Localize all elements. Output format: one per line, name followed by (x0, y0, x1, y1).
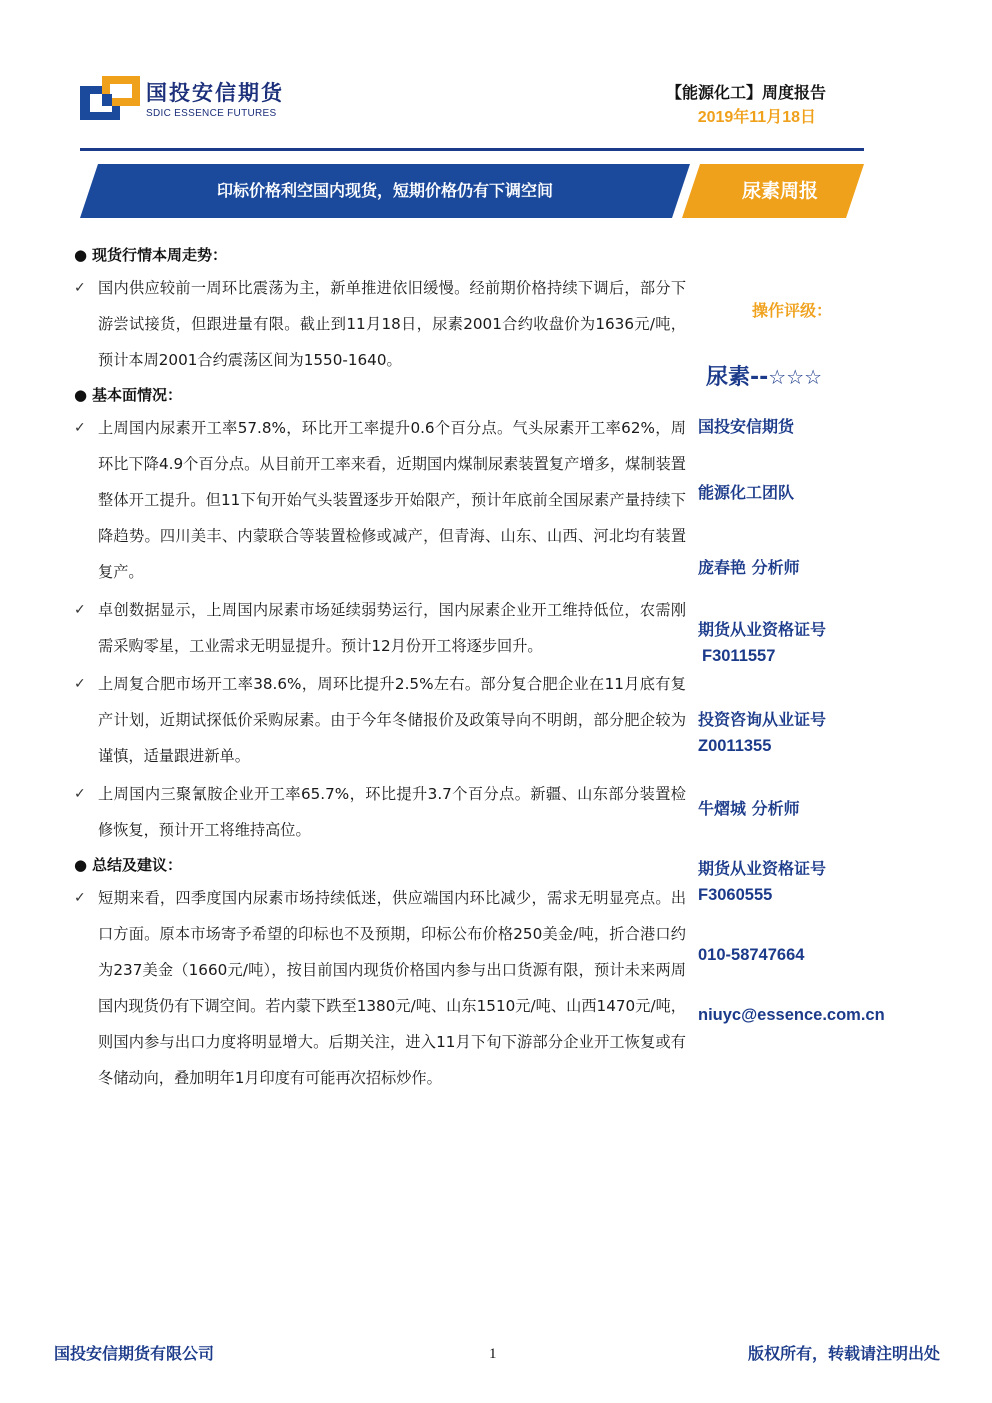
check-icon: ✓ (74, 602, 86, 618)
list-item-text: 上周国内尿素开工率57.8%，环比开工率提升0.6个百分点。气头尿素开工率62%，周环比下降4.9个百分点。从目前开工率来看，近期国内煤制尿素装置复产增多，煤制装置整体开工提升。但11下旬开始气头装置逐步开始限产，预计年底前全国尿素产量持续下降趋势。四川美丰、内蒙联合等装置检修或减产，但青海、山东、山西、河北均有装置复产。 (98, 419, 686, 581)
bullet-icon: ● (74, 856, 88, 874)
section-heading (74, 850, 686, 880)
footer-company: 国投安信期货有限公司 (54, 1344, 215, 1363)
list-item (74, 592, 686, 664)
company-logo-icon (80, 76, 140, 120)
page-number: 1 (489, 1346, 497, 1362)
list-item (74, 270, 686, 378)
consult-license-label: 投资咨询从业证号 (698, 710, 827, 729)
report-type: 【能源化工】周度报告 (665, 83, 826, 102)
section-heading-text: 现货行情本周走势： (92, 246, 228, 264)
report-date: 2019年11月18日 (697, 109, 816, 126)
bullet-icon: ● (74, 246, 88, 264)
rating-label: 操作评级： (752, 301, 833, 320)
futures-license-number: F3060555 (698, 886, 773, 904)
consult-license-number: Z0011355 (698, 737, 772, 755)
check-icon: ✓ (74, 280, 86, 296)
section-heading-text: 总结及建议： (92, 856, 183, 874)
section-fundamentals (74, 380, 686, 848)
list-item-text: 国内供应较前一周环比震荡为主，新单推进依旧缓慢。经前期价格持续下调后，部分下游尝试接货，但跟进量有限。截止到11月18日，尿素2001合约收盘价为1636元/吨，预计本周2001合约震荡区间为1550-1640。 (98, 279, 686, 369)
footer-copyright: 版权所有，转载请注明出处 (747, 1344, 940, 1363)
list-item (74, 666, 686, 774)
main-content (74, 240, 686, 1098)
rating-product: 尿素-- (706, 365, 769, 390)
section-heading (74, 240, 686, 270)
check-icon: ✓ (74, 786, 86, 802)
company-name-en: SDIC ESSENCE FUTURES (146, 108, 277, 119)
check-icon: ✓ (74, 890, 86, 906)
list-item-text: 卓创数据显示，上周国内尿素市场延续弱势运行，国内尿素企业开工维持低位，农需刚需采购零星，工业需求无明显提升。预计12月份开工将逐步回升。 (98, 601, 686, 655)
section-heading-text: 基本面情况： (92, 386, 183, 404)
company-logo-text (146, 82, 284, 119)
header-divider (80, 148, 864, 151)
check-icon: ✓ (74, 420, 86, 436)
bullet-icon: ● (74, 386, 88, 404)
futures-license-label: 期货从业资格证号 (698, 859, 827, 878)
analyst-name: 庞春艳 分析师 (698, 558, 800, 577)
list-item-text: 短期来看，四季度国内尿素市场持续低迷，供应端国内环比减少，需求无明显亮点。出口方面。原本市场寄予希望的印标也不及预期，印标公布价格250美金/吨，折合港口约为237美金（1660元/吨），按目前国内现货价格国内参与出口货源有限，预计未来两周国内现货仍有下调空间。若内蒙下跌至1380元/吨、山东1510元/吨、山西1470元/吨，则国内参与出口力度将明显增大。后期关注，进入11月下旬下游部分企业开工恢复或有冬储动向，叠加明年1月印度有可能再次招标炒作。 (98, 889, 686, 1087)
banner-title: 印标价格利空国内现货，短期价格仍有下调空间 (216, 181, 553, 200)
banner-tag: 尿素周报 (741, 180, 818, 202)
section-summary (74, 850, 686, 1096)
rating-value (706, 360, 822, 391)
list-item (74, 776, 686, 848)
sidebar-company: 国投安信期货 (698, 417, 795, 436)
analyst-name: 牛熠城 分析师 (698, 799, 800, 818)
list-item (74, 880, 686, 1096)
futures-license-label: 期货从业资格证号 (698, 620, 827, 639)
company-name-cn: 国投安信期货 (146, 81, 284, 105)
section-spot-market (74, 240, 686, 378)
list-item-text: 上周复合肥市场开工率38.6%，周环比提升2.5%左右。部分复合肥企业在11月底有复产计划，近期试探低价采购尿素。由于今年冬储报价及政策导向不明朗，部分肥企较为谨慎，适量跟进新单。 (98, 675, 686, 765)
sidebar-team: 能源化工团队 (698, 483, 795, 502)
list-item-text: 上周国内三聚氰胺企业开工率65.7%，环比提升3.7个百分点。新疆、山东部分装置检修恢复，预计开工将维持高位。 (98, 785, 686, 839)
contact-phone: 010-58747664 (698, 946, 805, 964)
check-icon: ✓ (74, 676, 86, 692)
futures-license-number: F3011557 (702, 647, 776, 665)
section-heading (74, 380, 686, 410)
contact-email: niuyc@essence.com.cn (698, 1006, 885, 1024)
rating-stars-icon: ☆☆☆ (768, 365, 823, 389)
list-item (74, 410, 686, 590)
